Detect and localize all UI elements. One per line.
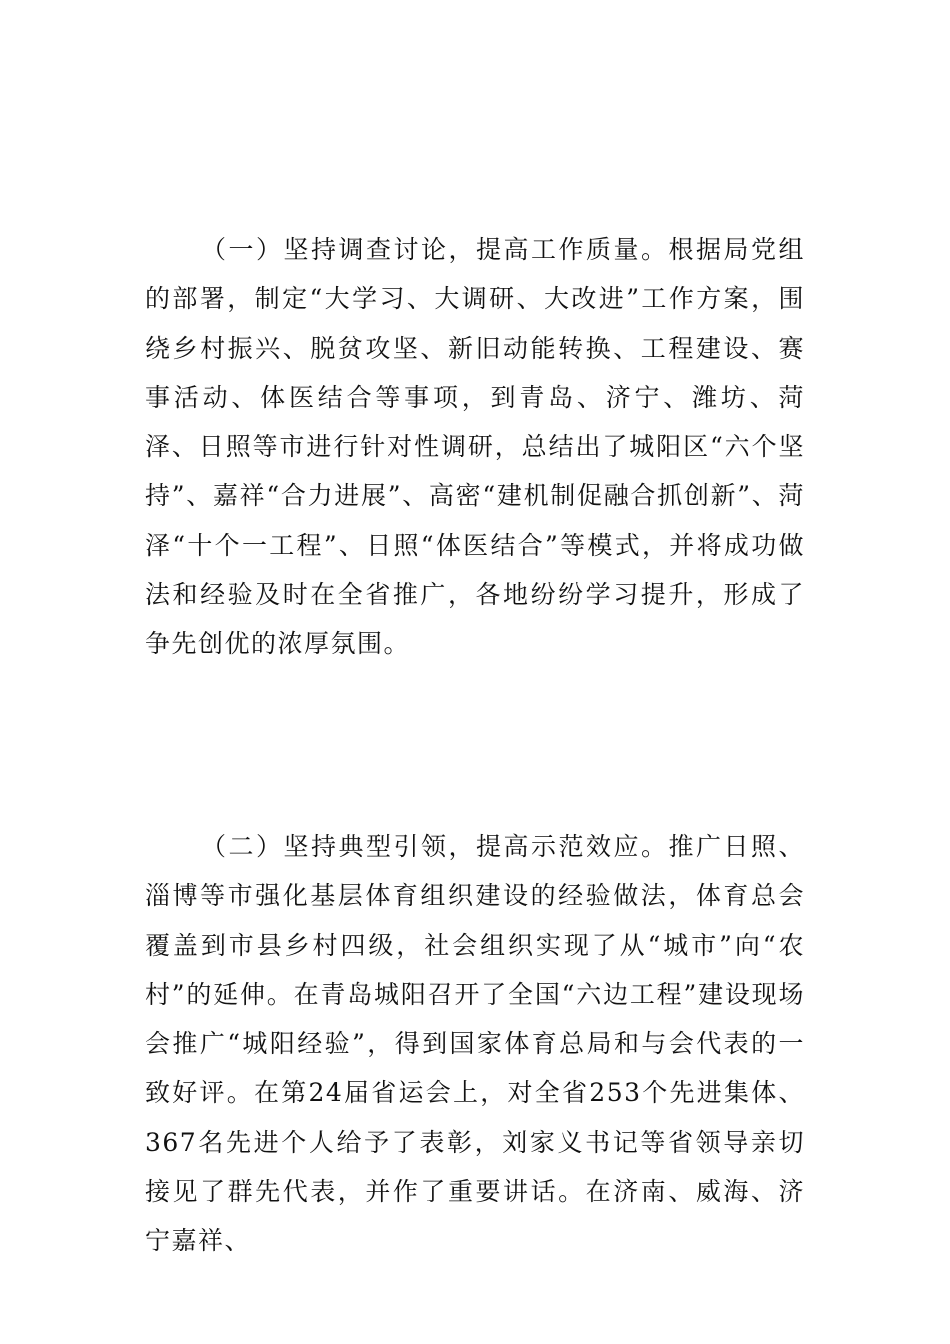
paragraph-investigation: （一）坚持调查讨论，提高工作质量。根据局党组的部署，制定“大学习、大调研、大改进”工作方案，围绕乡村振兴、脱贫攻坚、新旧动能转换、工程建设、赛事活动、体医结合等事项，到青岛、济宁、潍坊、菏泽、日照等市进行针对性调研，总结出了城阳区“六个坚持”、嘉祥“合力进展”、高密“建机制促融合抓创新”、菏泽“十个一工程”、日照“体医结合”等模式，并将成功做法和经验及时在全省推广，各地纷纷学习提升，形成了争先创优的浓厚氛围。 [145, 235, 805, 659]
paragraph-model-leadership: （二）坚持典型引领，提高示范效应。推广日照、淄博等市强化基层体育组织建设的经验做法，体育总会覆盖到市县乡村四级，社会组织实现了从“城市”向“农村”的延伸。在青岛城阳召开了全国“六边工程”建设现场会推广“城阳经验”，得到国家体育总局和与会代表的一致好评。在第24届省运会上，对全省253个先进集体、367名先进个人给予了表彰，刘家义书记等省领导亲切接见了群先代表，并作了重要讲话。在济南、威海、济宁嘉祥、 [145, 832, 805, 1256]
